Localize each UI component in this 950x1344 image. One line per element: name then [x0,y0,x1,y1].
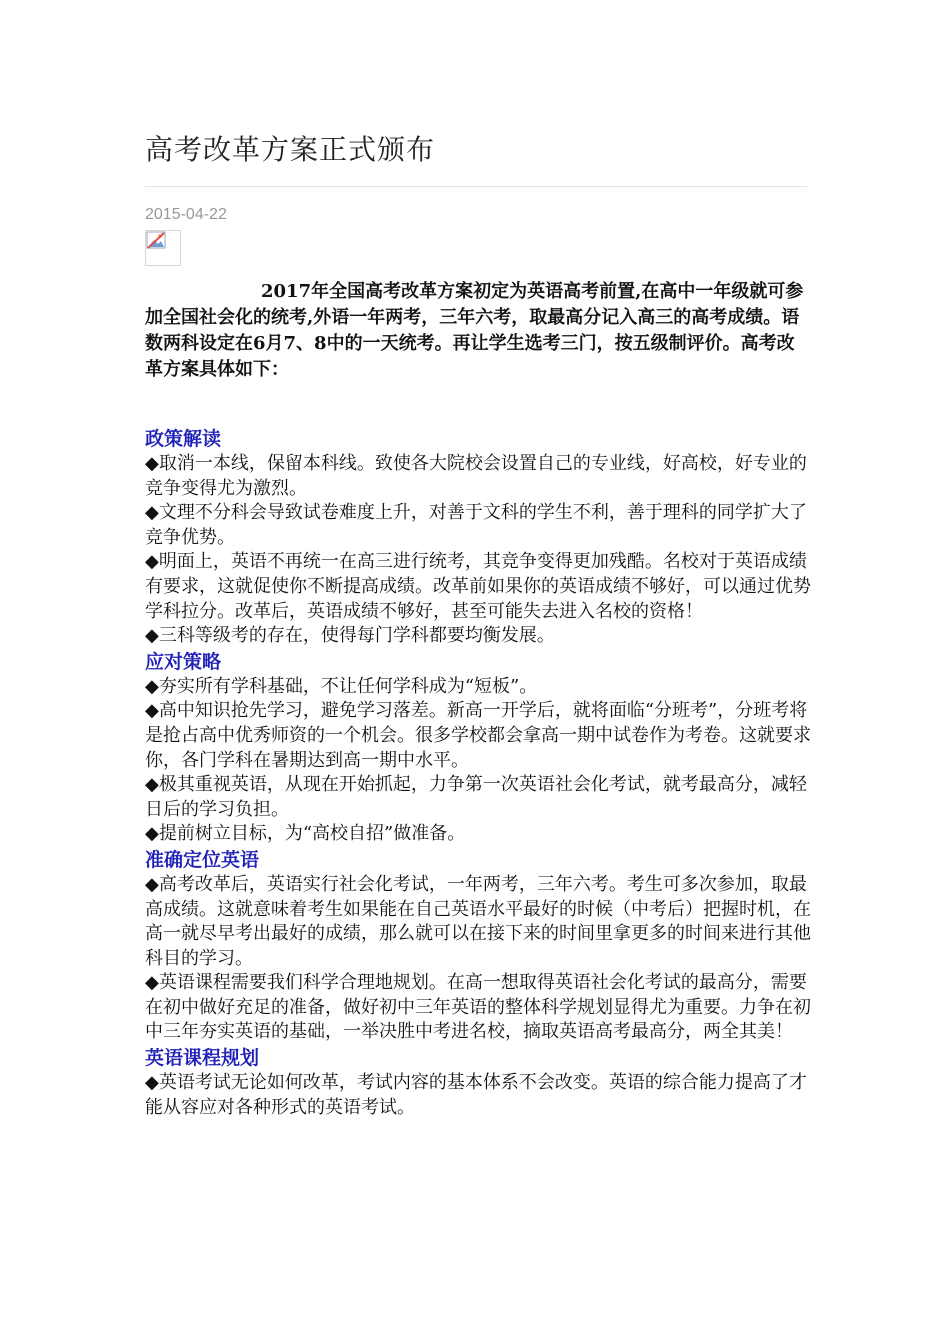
bullet-paragraph: ◆提前树立目标，为“高校自招”做准备。 [145,823,466,845]
broken-image-icon [145,230,181,266]
bullet-paragraph: ◆三科等级考的存在，使得每门学科都要均衡发展。 [145,625,555,647]
article-body [145,426,820,1120]
section-heading: 准确定位英语 [145,848,260,871]
bullet-paragraph: ◆高考改革后，英语实行社会化考试，一年两考，三年六考。考生可多次参加，取最高成绩。这就意味着考生如果能在自己英语水平最好的时候（中考后）把握时机，在高一就尽早考出最好的成绩，那么就可以在接下来的时间里拿更多的时间来进行其他科目的学习。 [145,873,811,969]
article-title: 高考改革方案正式颁布 [145,133,436,166]
title-divider [145,186,807,187]
bullet-paragraph: ◆英语考试无论如何改革，考试内容的基本体系不会改变。英语的综合能力提高了才能从容应对各种形式的英语考试。 [145,1072,807,1118]
bullet-paragraph: ◆文理不分科会导致试卷难度上升，对善于文科的学生不利，善于理科的同学扩大了竞争优势。 [145,502,807,548]
bullet-paragraph: ◆英语课程需要我们科学合理地规划。在高一想取得英语社会化考试的最高分，需要在初中做好充足的准备，做好初中三年英语的整体科学规划显得尤为重要。力争在初中三年夯实英语的基础，一举决胜中考进名校，摘取英语高考最高分，两全其美！ [145,972,811,1043]
bullet-paragraph: ◆高中知识抢先学习，避免学习落差。新高一开学后，就将面临“分班考”，分班考将是抢占高中优秀师资的一个机会。很多学校都会拿高一期中试卷作为考卷。这就要求你，各门学科在暑期达到高一期中水平。 [145,700,811,771]
publish-date: 2015-04-22 [145,206,227,223]
bullet-paragraph: ◆夯实所有学科基础，不让任何学科成为“短板”。 [145,675,538,697]
bullet-paragraph: ◆极其重视英语，从现在开始抓起，力争第一次英语社会化考试，就考最高分，减轻日后的学习负担。 [145,774,807,820]
section-heading: 应对策略 [145,650,222,673]
bullet-paragraph: ◆明面上，英语不再统一在高三进行统考，其竞争变得更加残酷。名校对于英语成绩有要求，这就促使你不断提高成绩。改革前如果你的英语成绩不够好，可以通过优势学科拉分。改革后，英语成绩不够好，甚至可能失去进入名校的资格！ [145,551,811,622]
intro-paragraph: 2017年全国高考改革方案初定为英语高考前置,在高中一年级就可参加全国社会化的统考,外语一年两考，三年六考，取最高分记入高三的高考成绩。语数两科设定在6月7、8中的一天统考。再让学生选考三门，按五级制评价。高考改革方案具体如下： [145,281,804,380]
section-heading: 英语课程规划 [145,1047,260,1070]
section-heading: 政策解读 [145,428,222,450]
bullet-paragraph: ◆取消一本线，保留本科线。致使各大院校会设置自己的专业线，好高校，好专业的竞争变得尤为激烈。 [145,453,807,499]
